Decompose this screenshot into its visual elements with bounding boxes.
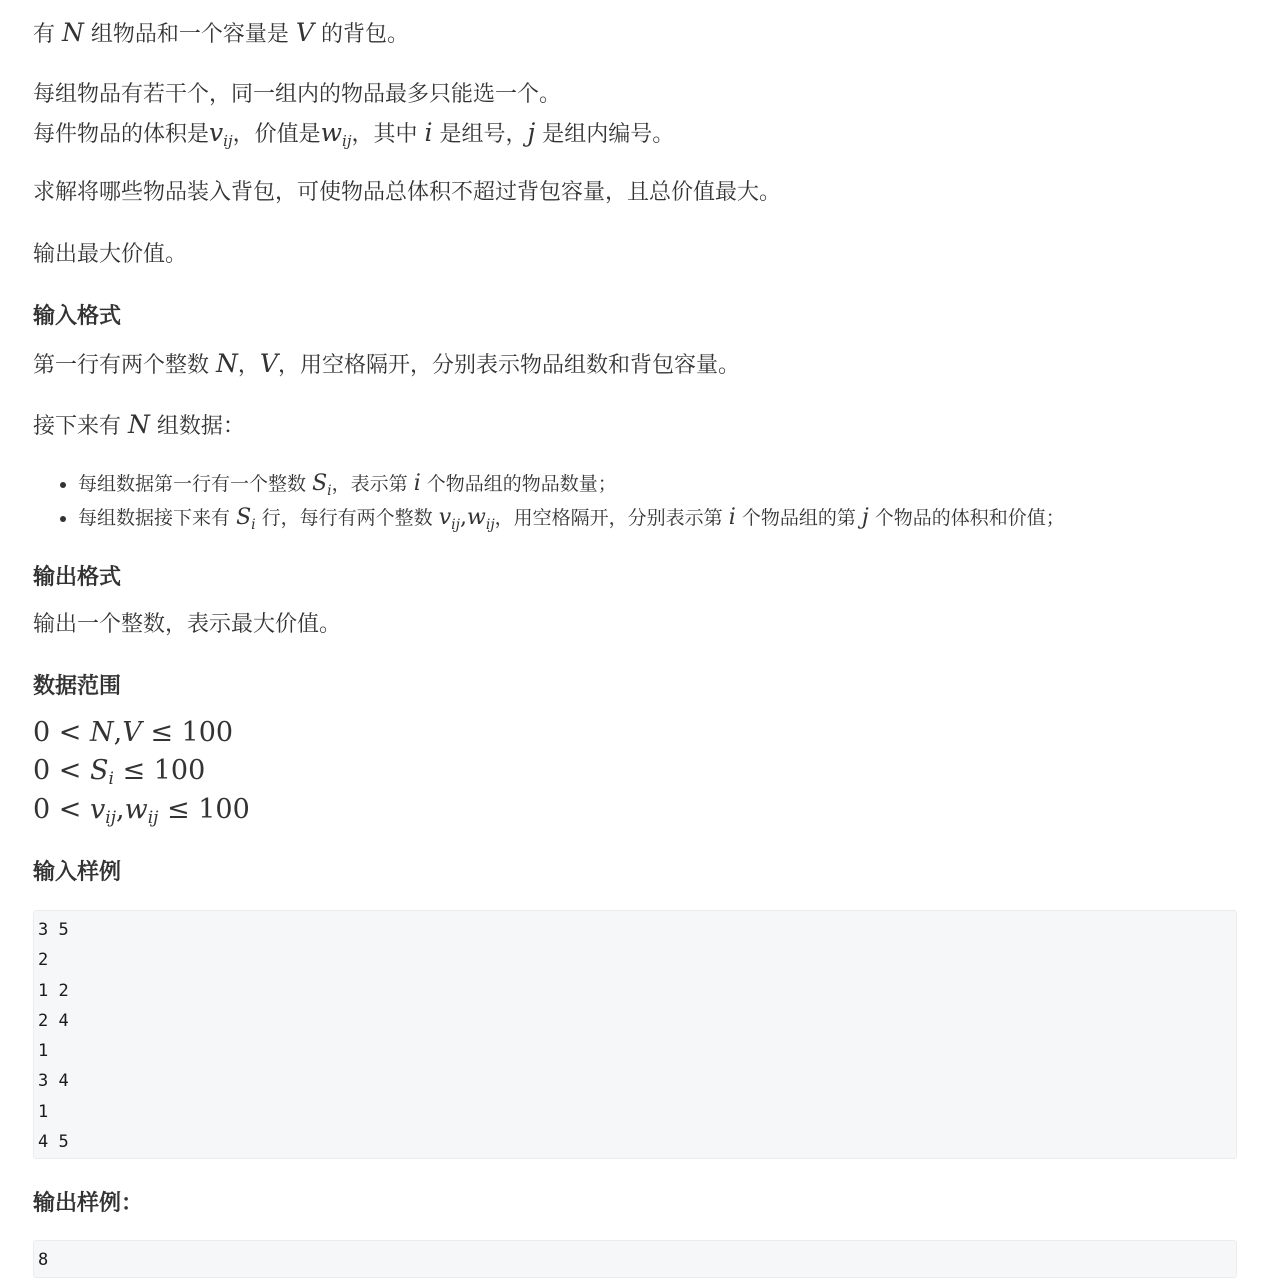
math-V: V [259, 349, 278, 378]
code-line: 3 4 [38, 1071, 69, 1092]
input-format-bullets [33, 467, 1273, 535]
math-S-i: $S_i$ [236, 505, 256, 533]
code-line: 2 4 [38, 1010, 69, 1031]
list-item: • 每组数据接下来有 $S_i$ 行，每行有两个整数 $v_{ij},w_{ij}$，用空格隔开，分别表示第 i 个物品组的第 j 个物品的体积和价值； [78, 501, 1273, 535]
math-j: j [527, 118, 536, 147]
intro-paragraph-1: 有 N 组物品和一个容量是 V 的背包。 [33, 18, 409, 47]
math-i: i [728, 505, 736, 530]
input-format-line-1: 第一行有两个整数 N，V，用空格隔开，分别表示物品组数和背包容量。 [33, 349, 740, 378]
output-format-heading: 输出格式 [33, 565, 122, 590]
list-item: • 每组数据第一行有一个整数 $S_i$，表示第 i 个物品组的物品数量； [78, 467, 1273, 501]
math-S-i: $S_i$ [312, 471, 332, 499]
intro-paragraph-2-line-1: 每组物品有若干个，同一组内的物品最多只能选一个。 [33, 82, 562, 107]
data-range-heading: 数据范围 [33, 674, 122, 699]
math-N: N [62, 18, 84, 47]
code-line: 3 5 [38, 920, 69, 940]
code-line: 1 [38, 1041, 49, 1062]
code-line: 8 [38, 1250, 49, 1270]
output-format-text: 输出一个整数，表示最大价值。 [33, 612, 342, 637]
sample-input-heading: 输入样例 [33, 860, 122, 885]
math-j: j [861, 505, 869, 530]
sample-input-code [33, 910, 1237, 1159]
code-line: 1 [38, 1101, 49, 1122]
data-range-row-1: 0 < N,V ≤ 100 [33, 717, 234, 748]
math-v-w-pair: $v_{ij},w_{ij}$ [438, 505, 495, 533]
intro-paragraph-3: 求解将哪些物品装入背包，可使物品总体积不超过背包容量，且总价值最大。 [33, 180, 782, 205]
data-range-row-3: $0 < v_{ij},w_{ij} \le 100$ [33, 794, 250, 828]
sample-output-heading: 输出样例： [33, 1191, 144, 1216]
code-line: 2 [38, 950, 49, 971]
sample-output-code [33, 1240, 1237, 1278]
code-line: 1 2 [38, 980, 69, 1001]
math-N: N [216, 349, 238, 378]
math-N: N [128, 410, 150, 439]
math-i: i [413, 471, 421, 496]
math-v-ij: $v_{ij}$ [209, 118, 233, 150]
input-format-heading: 输入格式 [33, 304, 122, 329]
intro-paragraph-2-line-2: 每件物品的体积是$v_{ij}$，价值是$w_{ij}$，其中 i 是组号，j 是组内编号。 [33, 118, 675, 150]
code-line: 4 5 [38, 1132, 69, 1153]
math-i: i [424, 118, 433, 147]
intro-paragraph-4: 输出最大价值。 [33, 242, 188, 267]
data-range-row-2: $0 < S_i \le 100$ [33, 755, 206, 789]
math-V: V [295, 18, 314, 47]
input-format-line-2: 接下来有 N 组数据： [33, 410, 245, 439]
math-w-ij: $w_{ij}$ [320, 118, 352, 150]
